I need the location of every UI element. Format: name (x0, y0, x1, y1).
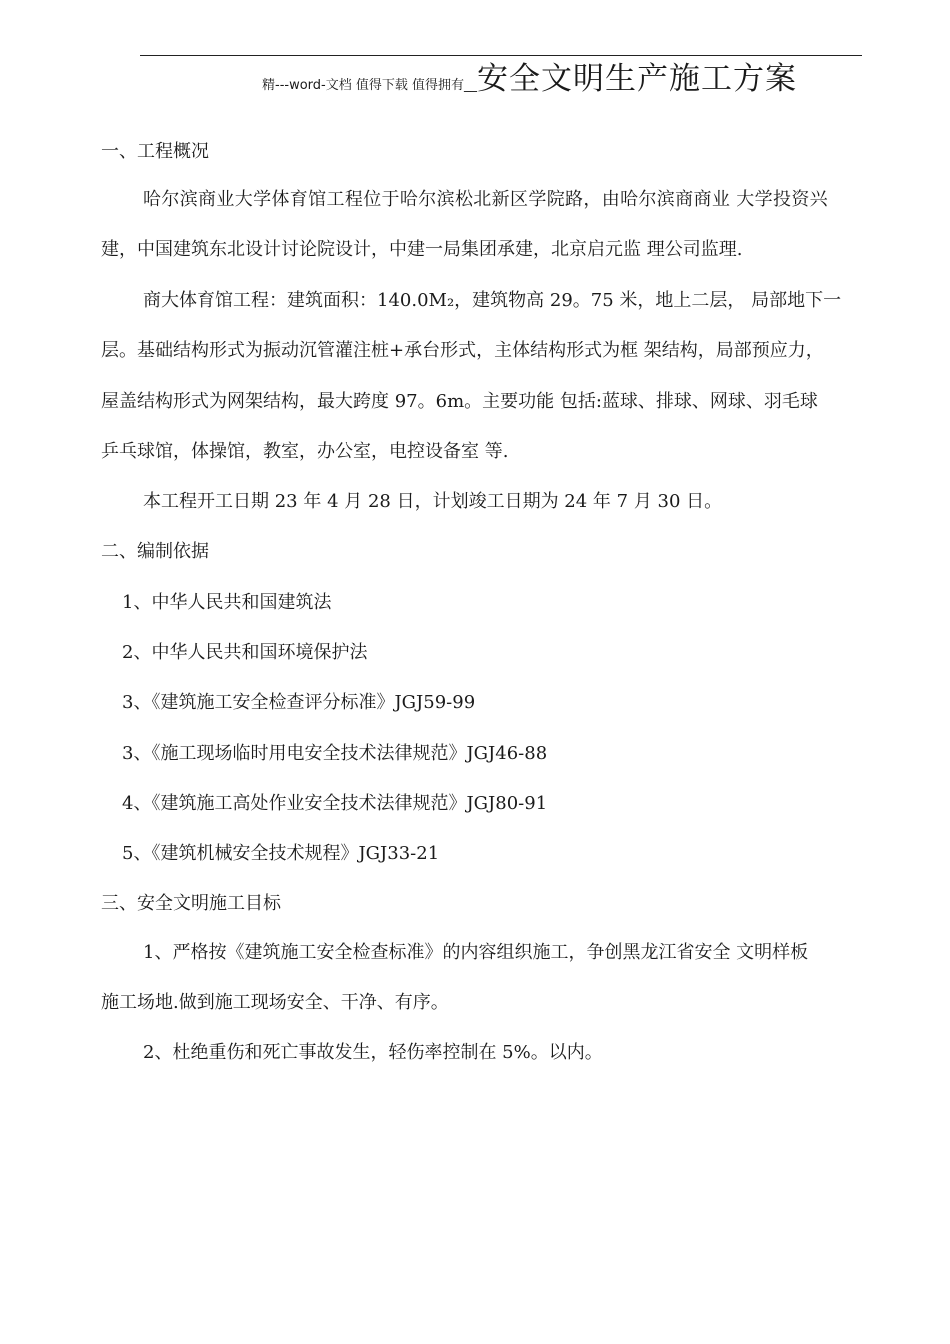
header-watermark-text: 精---word-文档 值得下载 值得拥有 (262, 78, 464, 93)
reference-item-3: 3、《建筑施工安全检查评分标准》JGJ59-99 (122, 692, 476, 713)
page-header (262, 53, 872, 98)
section-1-paragraph-2-line-4: 乒乓球馆，体操馆，教室，办公室，电控设备室 等. (101, 441, 509, 462)
section-1-paragraph-1-line-2: 建，中国建筑东北设计讨论院设计，中建一局集团承建，北京启元监 理公司监理. (101, 239, 743, 260)
section-1-heading: 一、工程概况 (101, 141, 209, 162)
section-1-paragraph-3-line-1: 本工程开工日期 23 年 4 月 28 日，计划竣工日期为 24 年 7 月 30 日。 (143, 491, 723, 512)
section-3-paragraph-2-line-1: 2、杜绝重伤和死亡事故发生，轻伤率控制在 5%。以内。 (143, 1042, 603, 1063)
reference-item-2: 2、中华人民共和国环境保护法 (122, 642, 368, 663)
section-3-paragraph-1-line-2: 施工场地.做到施工现场安全、干净、有序。 (101, 992, 449, 1013)
header-underscore: __ (463, 78, 477, 93)
section-1-paragraph-2-line-3: 屋盖结构形式为网架结构，最大跨度 97。6m。主要功能 包括:蓝球、排球、网球、羽毛球 (101, 391, 818, 412)
document-title: 安全文明生产施工方案 (476, 61, 797, 97)
section-2-heading: 二、编制依据 (101, 541, 209, 562)
reference-item-6: 5、《建筑机械安全技术规程》JGJ33-21 (122, 843, 440, 864)
reference-item-4: 3、《施工现场临时用电安全技术法律规范》JGJ46-88 (122, 743, 548, 764)
section-3-paragraph-1-line-1: 1、严格按《建筑施工安全检查标准》的内容组织施工，争创黑龙江省安全 文明样板 (143, 942, 809, 963)
section-1-paragraph-1-line-1: 哈尔滨商业大学体育馆工程位于哈尔滨松北新区学院路，由哈尔滨商商业 大学投资兴 (143, 189, 829, 210)
section-3-heading: 三、安全文明施工目标 (101, 893, 281, 914)
section-1-paragraph-2-line-2: 层。基础结构形式为振动沉管灌注桩+承台形式，主体结构形式为框 架结构，局部预应力， (101, 340, 824, 361)
reference-item-1: 1、中华人民共和国建筑法 (122, 592, 332, 613)
reference-item-5: 4、《建筑施工高处作业安全技术法律规范》JGJ80-91 (122, 793, 548, 814)
section-1-paragraph-2-line-1: 商大体育馆工程：建筑面积：140.0M₂，建筑物高 29。75 米，地上二层， 局部地下一 (143, 290, 842, 311)
